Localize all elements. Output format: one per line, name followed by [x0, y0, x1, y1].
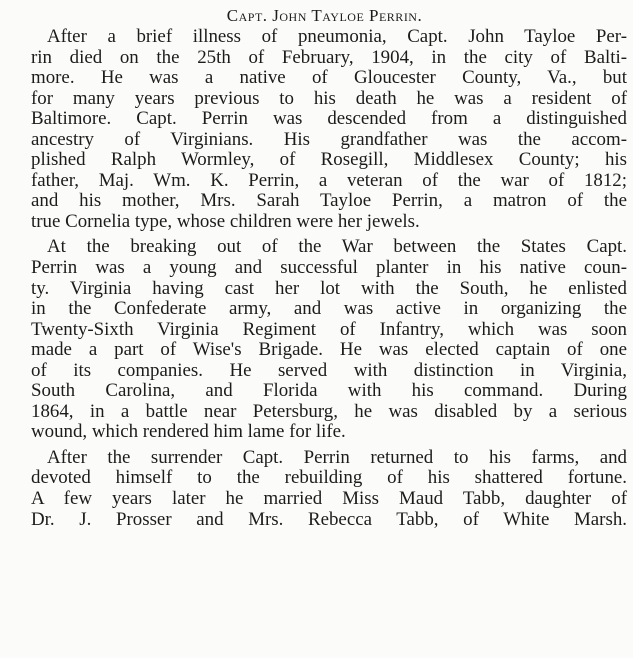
text-line: and his mother, Mrs. Sarah Tayloe Perrin, a matron of the: [31, 190, 627, 212]
text-line: ty. Virginia having cast her lot with the South, he enlisted: [31, 277, 627, 299]
text-line: of its companies. He served with distinction in Virginia,: [31, 359, 627, 381]
paragraph-3: [16, 448, 627, 530]
text-line: Perrin was a young and successful planter in his native coun-: [31, 257, 627, 279]
text-line: 1864, in a battle near Petersburg, he was disabled by a serious: [31, 400, 627, 422]
text-line: more. He was a native of Gloucester County, Va., but: [31, 67, 627, 89]
text-line: A few years later he married Miss Maud Tabb, daughter of: [31, 488, 627, 510]
text-line: wound, which rendered him lame for life.: [31, 421, 346, 443]
text-line: Baltimore. Capt. Perrin was descended from a distinguished: [31, 108, 627, 130]
text-line: South Carolina, and Florida with his command. During: [31, 380, 627, 402]
text-line: father, Maj. Wm. K. Perrin, a veteran of the war of 1812;: [31, 169, 627, 191]
text-line: true Cornelia type, whose children were her jewels.: [31, 210, 420, 232]
text-line: ancestry of Virginians. His grandfather was the accom-: [31, 128, 627, 150]
text-line: devoted himself to the rebuilding of his shattered fortune.: [31, 467, 627, 489]
paragraph-2: [16, 237, 627, 442]
text-line: plished Ralph Wormley, of Rosegill, Middlesex County; his: [31, 149, 627, 171]
text-line: Dr. J. Prosser and Mrs. Rebecca Tabb, of White Marsh.: [31, 508, 627, 530]
text-line: At the breaking out of the War between the States Capt.: [47, 236, 627, 258]
text-line: in the Confederate army, and was active in organizing the: [31, 298, 627, 320]
text-line: After the surrender Capt. Perrin returned to his farms, and: [47, 446, 627, 468]
text-line: for many years previous to his death he was a resident of: [31, 87, 627, 109]
text-line: After a brief illness of pneumonia, Capt. John Tayloe Per-: [47, 26, 627, 47]
article-title: Capt. John Tayloe Perrin.: [226, 6, 423, 25]
text-line: made a part of Wise's Brigade. He was elected captain of one: [31, 339, 627, 361]
paragraph-1: [16, 27, 627, 232]
text-line: rin died on the 25th of February, 1904, in the city of Balti-: [31, 46, 627, 68]
text-line: Twenty-Sixth Virginia Regiment of Infantry, which was soon: [31, 318, 627, 340]
